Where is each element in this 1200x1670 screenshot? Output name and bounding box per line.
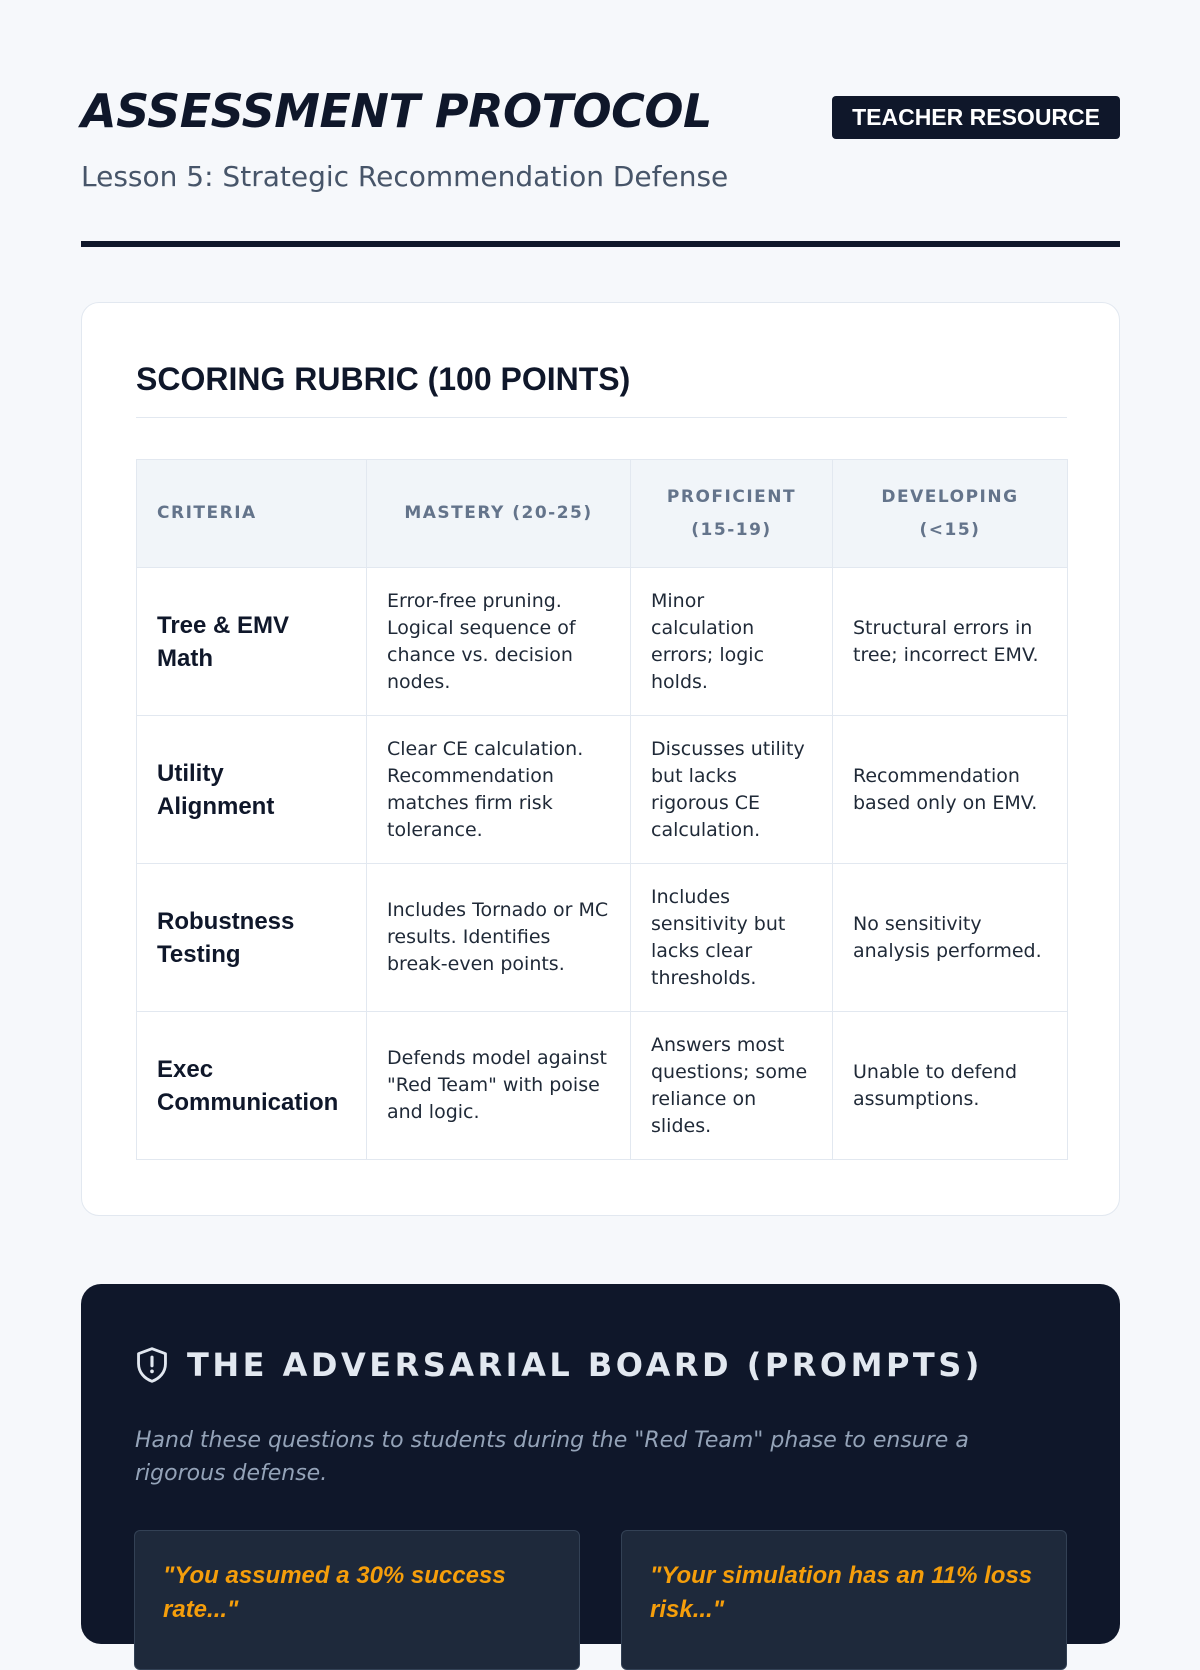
developing-cell: No sensitivity analysis performed. [833, 864, 1068, 1012]
shield-alert-icon [135, 1346, 169, 1384]
adversarial-board [81, 1284, 1120, 1644]
page [81, 0, 1120, 1623]
rubric-table [136, 459, 1068, 1160]
rubric-title: SCORING RUBRIC (100 POINTS) [136, 361, 631, 397]
table-row [137, 716, 1068, 864]
header [81, 0, 1120, 250]
rubric-card [81, 302, 1120, 1216]
board-description: Hand these questions to students during the "Red Team" phase to ensure a rigorous defense. [135, 1428, 969, 1486]
column-header-criteria: CRITERIA [137, 460, 367, 568]
page-title: ASSESSMENT PROTOCOL [81, 84, 712, 138]
page-subtitle: Lesson 5: Strategic Recommendation Defense [81, 160, 729, 193]
criteria-cell: Exec Communication [137, 1012, 367, 1160]
table-row [137, 568, 1068, 716]
table-header-row [137, 460, 1068, 568]
proficient-cell: Includes sensitivity but lacks clear thresholds. [631, 864, 833, 1012]
mastery-cell: Clear CE calculation. Recommendation matches firm risk tolerance. [367, 716, 631, 864]
table-row [137, 1012, 1068, 1160]
header-divider [81, 241, 1120, 247]
developing-cell: Unable to defend assumptions. [833, 1012, 1068, 1160]
rubric-divider [136, 417, 1067, 418]
developing-cell: Structural errors in tree; incorrect EMV. [833, 568, 1068, 716]
prompt-card: "Your simulation has an 11% loss risk..." [621, 1530, 1067, 1670]
prompt-card: "You assumed a 30% success rate..." [134, 1530, 580, 1670]
teacher-resource-badge: TEACHER RESOURCE [832, 96, 1120, 139]
developing-cell: Recommendation based only on EMV. [833, 716, 1068, 864]
column-header-developing: DEVELOPING (<15) [833, 460, 1068, 568]
criteria-cell: Utility Alignment [137, 716, 367, 864]
board-heading [135, 1346, 983, 1384]
mastery-cell: Defends model against "Red Team" with poise and logic. [367, 1012, 631, 1160]
proficient-cell: Minor calculation errors; logic holds. [631, 568, 833, 716]
column-header-proficient: PROFICIENT (15-19) [631, 460, 833, 568]
criteria-cell: Tree & EMV Math [137, 568, 367, 716]
proficient-cell: Discusses utility but lacks rigorous CE calculation. [631, 716, 833, 864]
board-title: THE ADVERSARIAL BOARD (PROMPTS) [187, 1346, 983, 1384]
mastery-cell: Error-free pruning. Logical sequence of chance vs. decision nodes. [367, 568, 631, 716]
table-row [137, 864, 1068, 1012]
mastery-cell: Includes Tornado or MC results. Identifies break-even points. [367, 864, 631, 1012]
criteria-cell: Robustness Testing [137, 864, 367, 1012]
proficient-cell: Answers most questions; some reliance on slides. [631, 1012, 833, 1160]
column-header-mastery: MASTERY (20-25) [367, 460, 631, 568]
